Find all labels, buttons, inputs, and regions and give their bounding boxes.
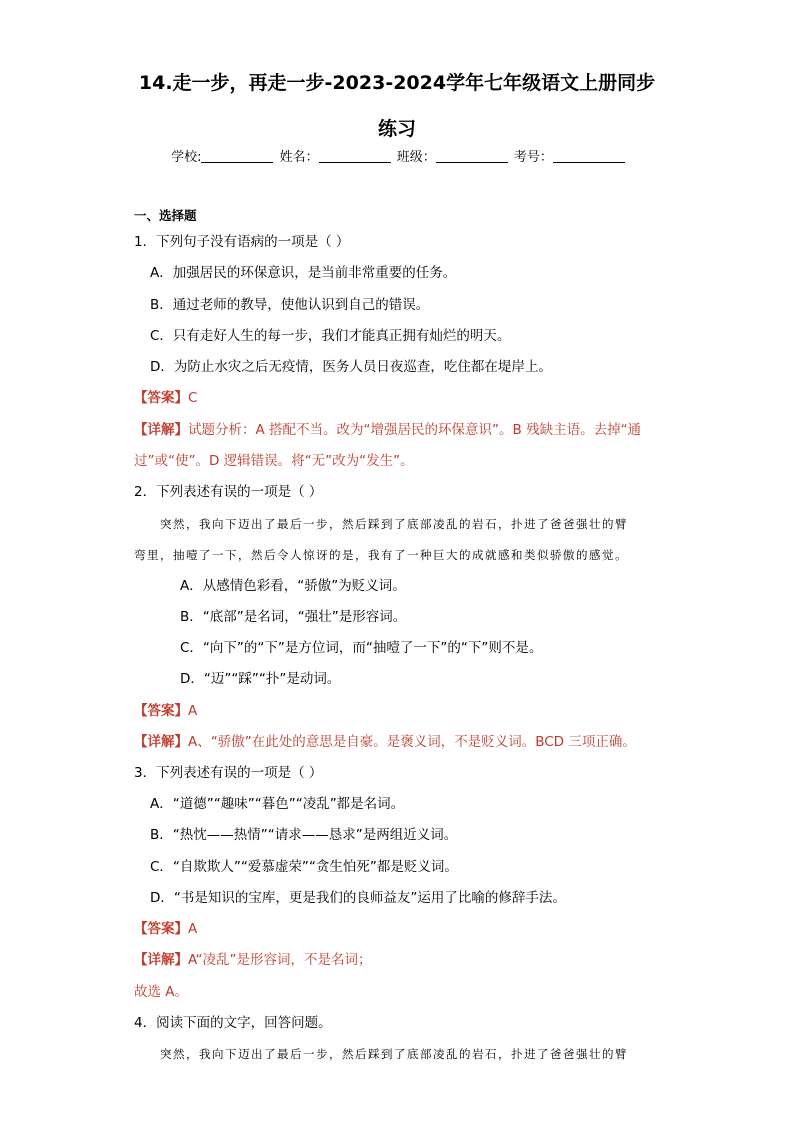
q1-option-b: B．通过老师的教导，使他认识到自己的错误。 — [150, 297, 430, 313]
school-label: 学校: — [171, 150, 202, 165]
q1-detail — [134, 420, 641, 440]
q3-option-c: C．“自欺欺人”“爱慕虚荣”“贪生怕死”都是贬义词。 — [150, 859, 458, 875]
class-label: 班级： — [396, 150, 436, 165]
q3-option-a: A．“道德”“趣味”“暮色”“凌乱”都是名词。 — [150, 796, 405, 812]
q1-answer-value: C — [188, 390, 198, 406]
name-blank[interactable] — [319, 150, 391, 163]
name-label: 姓名： — [279, 150, 319, 165]
q2-passage-line1: 突然，我向下迈出了最后一步，然后踩到了底部凌乱的岩石，扑进了爸爸强壮的臂 — [160, 517, 628, 531]
q3-option-d: D．“书是知识的宝库，更是我们的良师益友”运用了比喻的修辞手法。 — [150, 890, 566, 906]
q2-stem: 2．下列表述有误的一项是（ ） — [134, 484, 323, 500]
q3-detail-label: 【详解】 — [134, 952, 188, 968]
number-label: 考号： — [513, 150, 553, 165]
number-blank[interactable] — [553, 150, 625, 163]
q2-option-a: A．从感情色彩看，“骄傲”为贬义词。 — [180, 578, 406, 594]
q2-answer-label: 【答案】 — [134, 703, 188, 719]
q3-answer-value: A — [188, 921, 198, 937]
q2-detail-line1: A、“骄傲”在此处的意思是自豪。是褒义词，不是贬义词。BCD 三项正确。 — [188, 734, 636, 750]
q3-answer-label: 【答案】 — [134, 921, 188, 937]
q1-option-d: D．为防止水灾之后无疫情，医务人员日夜巡查，吃住都在堤岸上。 — [150, 359, 552, 375]
q3-stem: 3．下列表述有误的一项是（ ） — [134, 765, 323, 781]
q2-detail-label: 【详解】 — [134, 734, 188, 750]
q4-stem: 4．阅读下面的文字，回答问题。 — [134, 1015, 332, 1031]
q1-option-c: C．只有走好人生的每一步，我们才能真正拥有灿烂的明天。 — [150, 328, 511, 344]
q4-passage-line1: 突然，我向下迈出了最后一步，然后踩到了底部凌乱的岩石，扑进了爸爸强壮的臂 — [160, 1047, 628, 1061]
q1-detail-line2: 过”或“使”。D 逻辑错误。将“无”改为“发生”。 — [134, 453, 414, 469]
q1-answer-label: 【答案】 — [134, 390, 188, 406]
q3-answer — [134, 919, 197, 939]
q3-detail-line1: A“凌乱”是形容词，不是名词； — [188, 952, 372, 968]
document-title-line2: 练习 — [377, 118, 416, 140]
q2-option-b: B．“底部”是名词，“强壮”是形容词。 — [180, 609, 407, 625]
q3-option-b: B．“热忱——热情”“请求——恳求”是两组近义词。 — [150, 827, 458, 843]
q2-detail — [134, 732, 636, 752]
q2-passage-line2: 弯里，抽噎了一下，然后令人惊讶的是，我有了一种巨大的成就感和类似骄傲的感觉。 — [134, 548, 628, 562]
student-info-row — [0, 146, 794, 165]
section-heading: 一、选择题 — [134, 208, 197, 223]
q1-stem: 1．下列句子没有语病的一项是（ ） — [134, 234, 350, 250]
document-title-line1: 14.走一步，再走一步-2023-2024学年七年级语文上册同步 — [138, 72, 656, 94]
q2-answer-value: A — [188, 703, 198, 719]
q1-option-a: A．加强居民的环保意识，是当前非常重要的任务。 — [150, 265, 457, 281]
class-blank[interactable] — [436, 150, 508, 163]
q1-detail-line1: 试题分析：A 搭配不当。改为“增强居民的环保意识”。B 残缺主语。去掉“通 — [188, 422, 642, 438]
q3-detail-line2: 故选 A。 — [134, 984, 189, 1000]
q3-detail — [134, 950, 371, 970]
q1-detail-label: 【详解】 — [134, 422, 188, 438]
school-blank[interactable] — [201, 150, 273, 163]
q2-option-c: C．“向下”的“下”是方位词，而“抽噎了一下”的“下”则不是。 — [180, 640, 543, 656]
q1-answer — [134, 388, 197, 408]
q2-answer — [134, 701, 197, 721]
q2-option-d: D．“迈”“踩”“扑”是动词。 — [180, 671, 341, 687]
